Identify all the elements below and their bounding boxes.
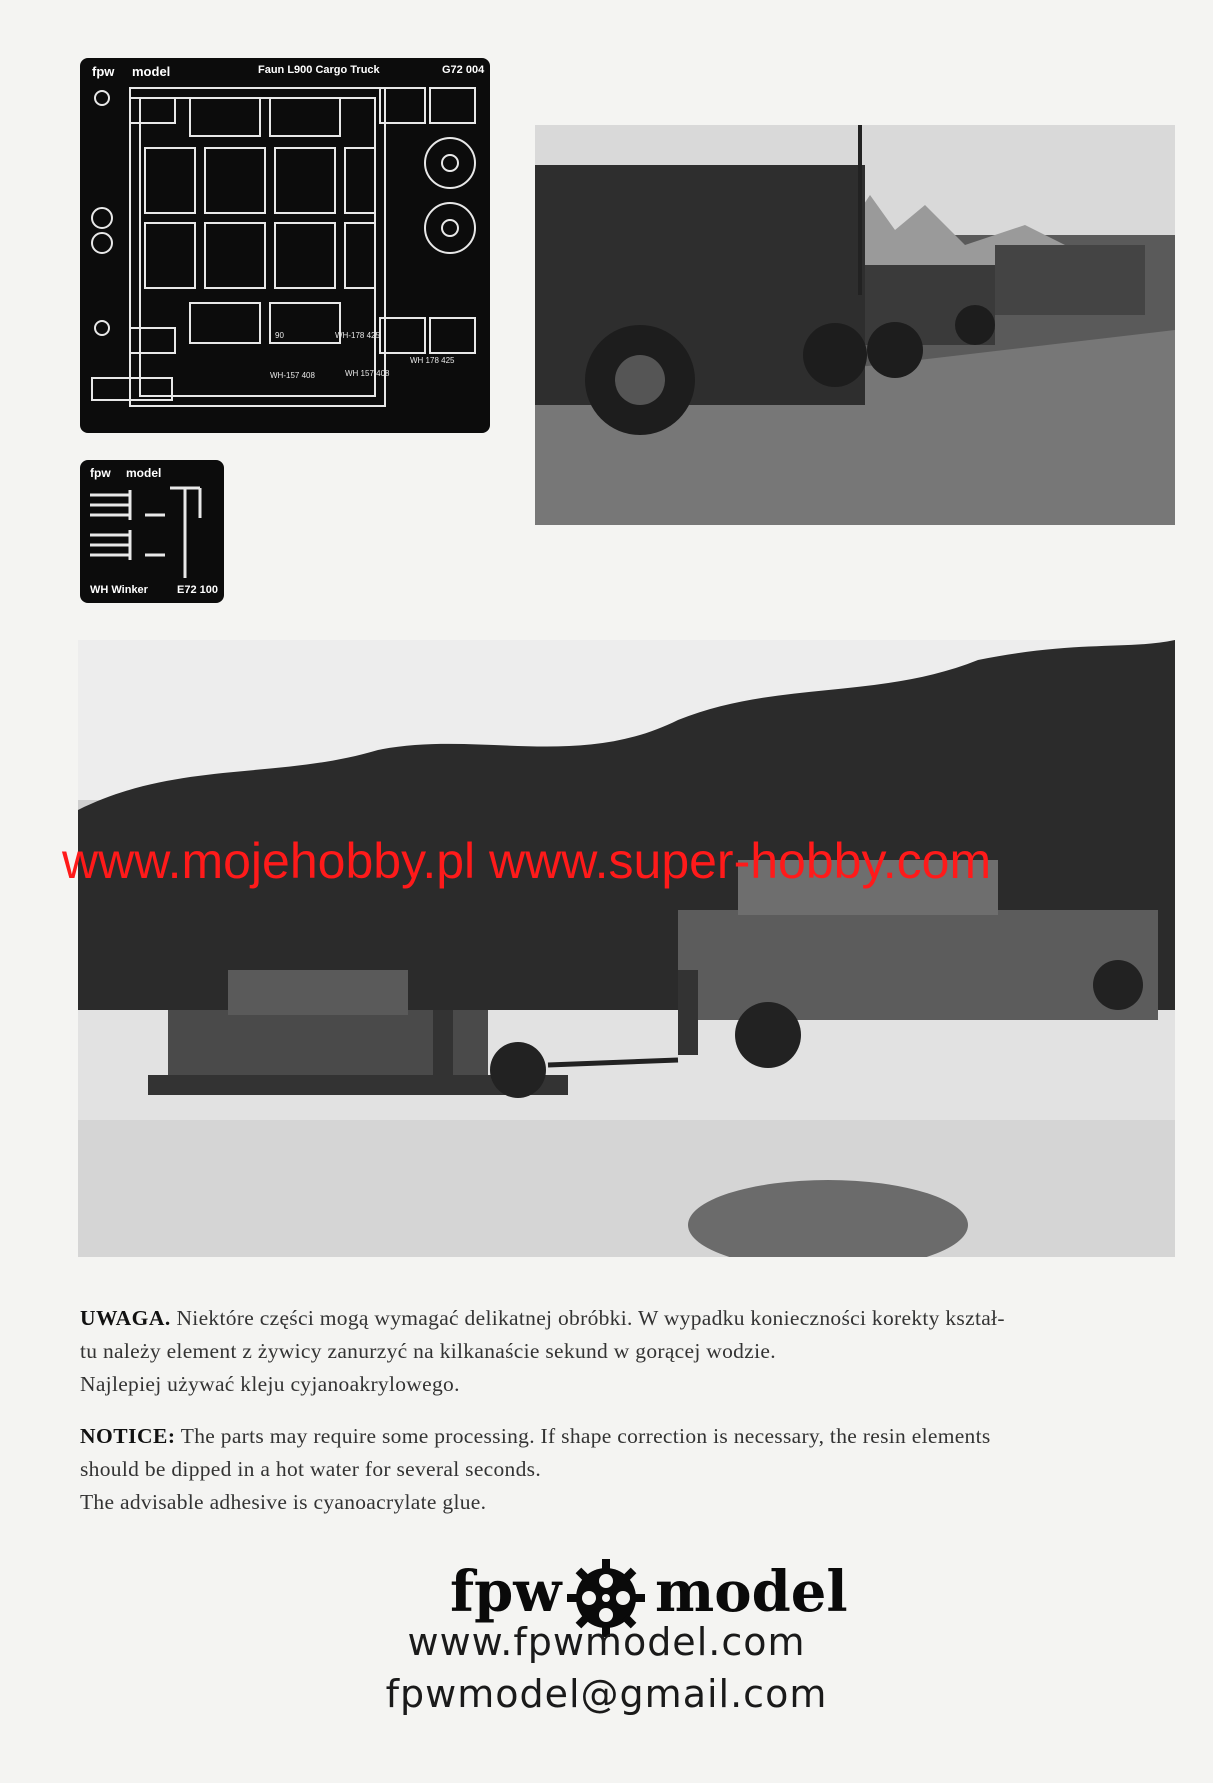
- sheet-plate-label: WH-157 408: [270, 371, 315, 380]
- notice-english-line2: should be dipped in a hot water for several seconds.: [80, 1457, 541, 1481]
- sheet-plate-label: WH 178 425: [410, 356, 455, 365]
- small-sheet-brand: fpw: [90, 466, 111, 480]
- notice-polish-line2: tu należy element z żywicy zanurzyć na kilkanaście sekund w gorącej wodzie.: [80, 1339, 776, 1363]
- notice-polish-heading: UWAGA.: [80, 1306, 171, 1330]
- footer-email[interactable]: fpwmodel@gmail.com: [385, 1672, 828, 1716]
- notice-english-heading: NOTICE:: [80, 1424, 176, 1448]
- notice-polish-line3: Najlepiej używać kleju cyjanoakrylowego.: [80, 1372, 460, 1396]
- sheet-parts-drawing: [80, 58, 490, 433]
- small-sheet-footer: [80, 578, 224, 600]
- notice-english: [80, 1420, 1190, 1519]
- notice-english-line1: The parts may require some processing. If shape correction is necessary, the resin elements: [180, 1424, 991, 1448]
- watermark-text: www.mojehobby.pl www.super-hobby.com: [62, 833, 992, 889]
- notice-polish: [80, 1302, 1190, 1401]
- tank-transport-illustration: [78, 640, 1175, 1257]
- footer-website[interactable]: www.fpwmodel.com: [407, 1620, 806, 1664]
- notice-polish-line1: Niektóre części mogą wymagać delikatnej obróbki. W wypadku konieczności korekty kształ-: [176, 1306, 1005, 1330]
- sheet-title: Faun L900 Cargo Truck: [258, 64, 380, 76]
- sheet-brand-model: model: [132, 64, 171, 79]
- sheet-plate-label: WH-178 425: [335, 331, 380, 340]
- photo-etch-sheet-small: [80, 460, 224, 603]
- truck-column-illustration: [535, 125, 1175, 525]
- photo-truck-column: [535, 125, 1175, 525]
- notice-english-line3: The advisable adhesive is cyanoacrylate glue.: [80, 1490, 487, 1514]
- sheet-plate-label: 90: [275, 331, 284, 340]
- small-sheet-code: E72 100: [177, 584, 218, 596]
- small-sheet-brand-model: model: [126, 466, 162, 480]
- photo-etch-sheet-main: [80, 58, 490, 433]
- small-sheet-title: WH Winker: [90, 584, 148, 596]
- sheet-brand: fpw: [92, 64, 115, 79]
- footer-logo-fpw: fpw: [450, 1559, 562, 1625]
- footer-logo-model: model: [655, 1559, 848, 1625]
- sheet-code: G72 004: [442, 64, 485, 76]
- photo-tank-transport: [78, 640, 1175, 1257]
- sheet-plate-label: WH 157 408: [345, 369, 390, 378]
